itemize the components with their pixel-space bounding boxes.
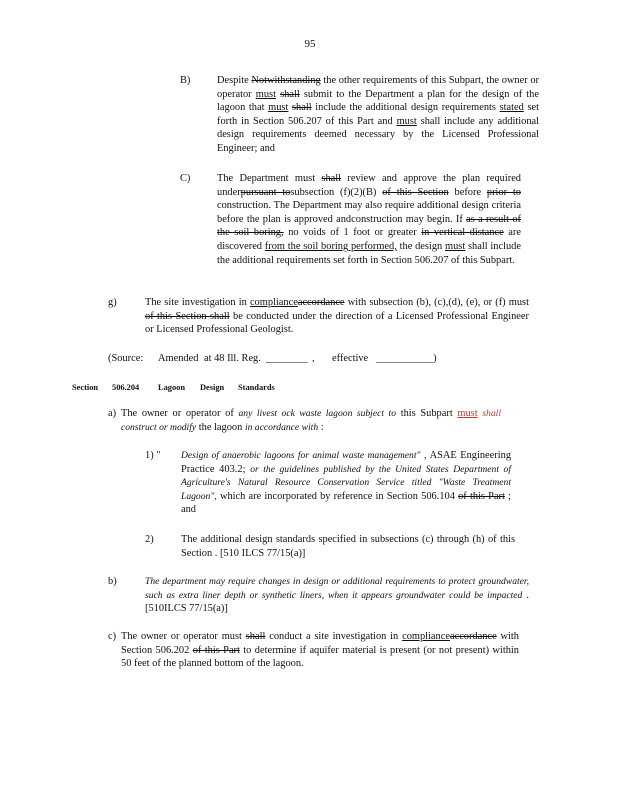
source-register: at 48 Ill. Reg. [204,353,261,364]
text-run: stated [499,102,524,114]
text-run: must [268,102,289,114]
text-run: The additional design standards specified in subsections (c) through (h) of this Section . [510 ILCS 77/15(a)] [181,534,515,559]
text-run: review and approve the plan required under [217,173,521,198]
item-b2-paragraph [145,575,529,616]
text-run: or the guidelines published by the United States Department of Agriculture's Natural Resource Conservation Service titled "Waste Treatment Lagoon", [181,463,512,502]
text-run: shall include any additional design requirements deemed necessary by the Licensed Professional Engineer; and [217,115,540,154]
source-effective: effective [332,353,369,364]
source-amended: Amended [158,353,199,364]
text-run: of this Section [382,186,449,198]
section-heading [72,381,372,393]
item-g-label: g) [108,297,117,308]
text-run: pursuant to [240,186,291,198]
item-a1-label: 1) " [145,450,161,461]
text-run: which are incorporated by reference in Section 506.104 [216,490,459,502]
text-run: be conducted under the direction of a Licensed Professional Engineer or Licensed Professional Geologist. [145,310,529,336]
text-run: accordance [297,297,345,308]
text-run: construct or modify [121,421,197,433]
text-run: The site investigation in [145,297,250,308]
section-number: 506.204 [112,383,140,392]
text-run: conduct a site investigation in [265,631,403,642]
text-run: The owner or operator of [121,408,239,419]
item-b2-label: b) [108,576,117,587]
item-c2-paragraph [121,630,519,671]
text-run: must [445,240,466,252]
text-run: The department may require changes in design or additional requirements to protect groundwater, such as extra liner depth or synthetic liners, when it appears groundwater could be impacted [145,576,529,601]
source-blank-effective: ___________) [376,353,437,364]
text-run: the design [396,240,445,252]
text-run: shall [280,88,300,100]
text-run: before [448,186,487,198]
text-run: , ASAE Engineering Practice 403.2; [181,450,512,475]
item-c-label: C) [180,173,191,184]
text-run: shall [321,173,342,184]
text-run: shall [245,631,266,642]
text-run: in accordance with [244,421,319,433]
item-g-paragraph [145,296,529,337]
text-run: Notwithstanding [251,75,321,86]
text-run: from the soil boring performed, [264,240,397,252]
text-run: accordance [449,631,497,642]
source-blank-register: ________ [266,353,308,364]
source-comma: , [312,353,315,364]
text-run: : [318,421,324,433]
page-number: 95 [304,38,316,50]
text-run: ; and [181,490,511,516]
text-run: must [457,408,478,419]
text-run: this Subpart [396,408,458,419]
text-run: of this Part [192,644,240,656]
section-title-1: Lagoon [158,383,185,392]
text-run: must [255,88,276,100]
text-run: must [396,115,417,127]
text-run: . [510ILCS 77/15(a)] [145,589,529,615]
item-a-label: a) [108,408,117,419]
text-run: shall [482,408,501,419]
text-run: compliance [249,297,298,308]
text-run: include the additional design requirements [311,102,500,114]
text-run: The owner or operator must [121,631,246,642]
text-run: compliance [402,631,450,642]
item-a-paragraph [121,407,501,434]
text-run: Despite [217,75,252,86]
text-run: of this Section shall [145,310,230,322]
text-run: shall [291,102,312,114]
section-title-3: Standards [238,383,275,392]
text-run: no voids of 1 foot or greater [283,227,422,239]
text-run: the lagoon [196,421,245,433]
item-a2-label: 2) [145,534,154,545]
text-run: construction. The Department may also require additional design criteria before the plan is approved andconstruction may begin. If [217,200,521,225]
item-a1-paragraph [181,449,511,517]
source-open: (Source: [108,353,144,364]
text-run: set forth in Section 506.207 of this Part and [217,102,539,127]
item-a2-paragraph [181,533,515,560]
section-title-2: Design [200,383,225,392]
text-run: any livest ock waste lagoon subject to [238,408,396,419]
text-run: submit to the Department a plan for the design of the lagoon that [217,88,539,114]
text-run: prior to [486,186,521,198]
item-c-paragraph [217,172,521,267]
text-run: the other requirements of this Subpart, the owner or operator [217,75,539,100]
text-run: to determine if aquifer material is present (or not present) within 50 feet of the planned bottom of the lagoon. [121,644,519,670]
text-run: shall include the additional requirements set forth in Section 506.207 of this Subpart. [217,240,521,266]
item-c2-label: c) [108,631,117,642]
text-run: are discovered [217,227,521,252]
text-run: in vertical distance [421,227,504,239]
item-b-paragraph [217,74,539,156]
text-run: with subsection (b), (c),(d), (e), or (f) must [344,297,529,308]
text-run: as a result of the soil boring, [217,213,521,239]
text-run: subsection (f)(2)(B) [290,186,383,198]
text-run: with Section 506.202 [121,631,519,656]
text-run: The Department must [217,173,322,184]
item-b-label: B) [180,75,191,86]
section-word: Section [72,383,99,392]
text-run: Design of anaerobic lagoons for animal waste management" [181,450,421,461]
text-run: of this Part [458,490,505,502]
